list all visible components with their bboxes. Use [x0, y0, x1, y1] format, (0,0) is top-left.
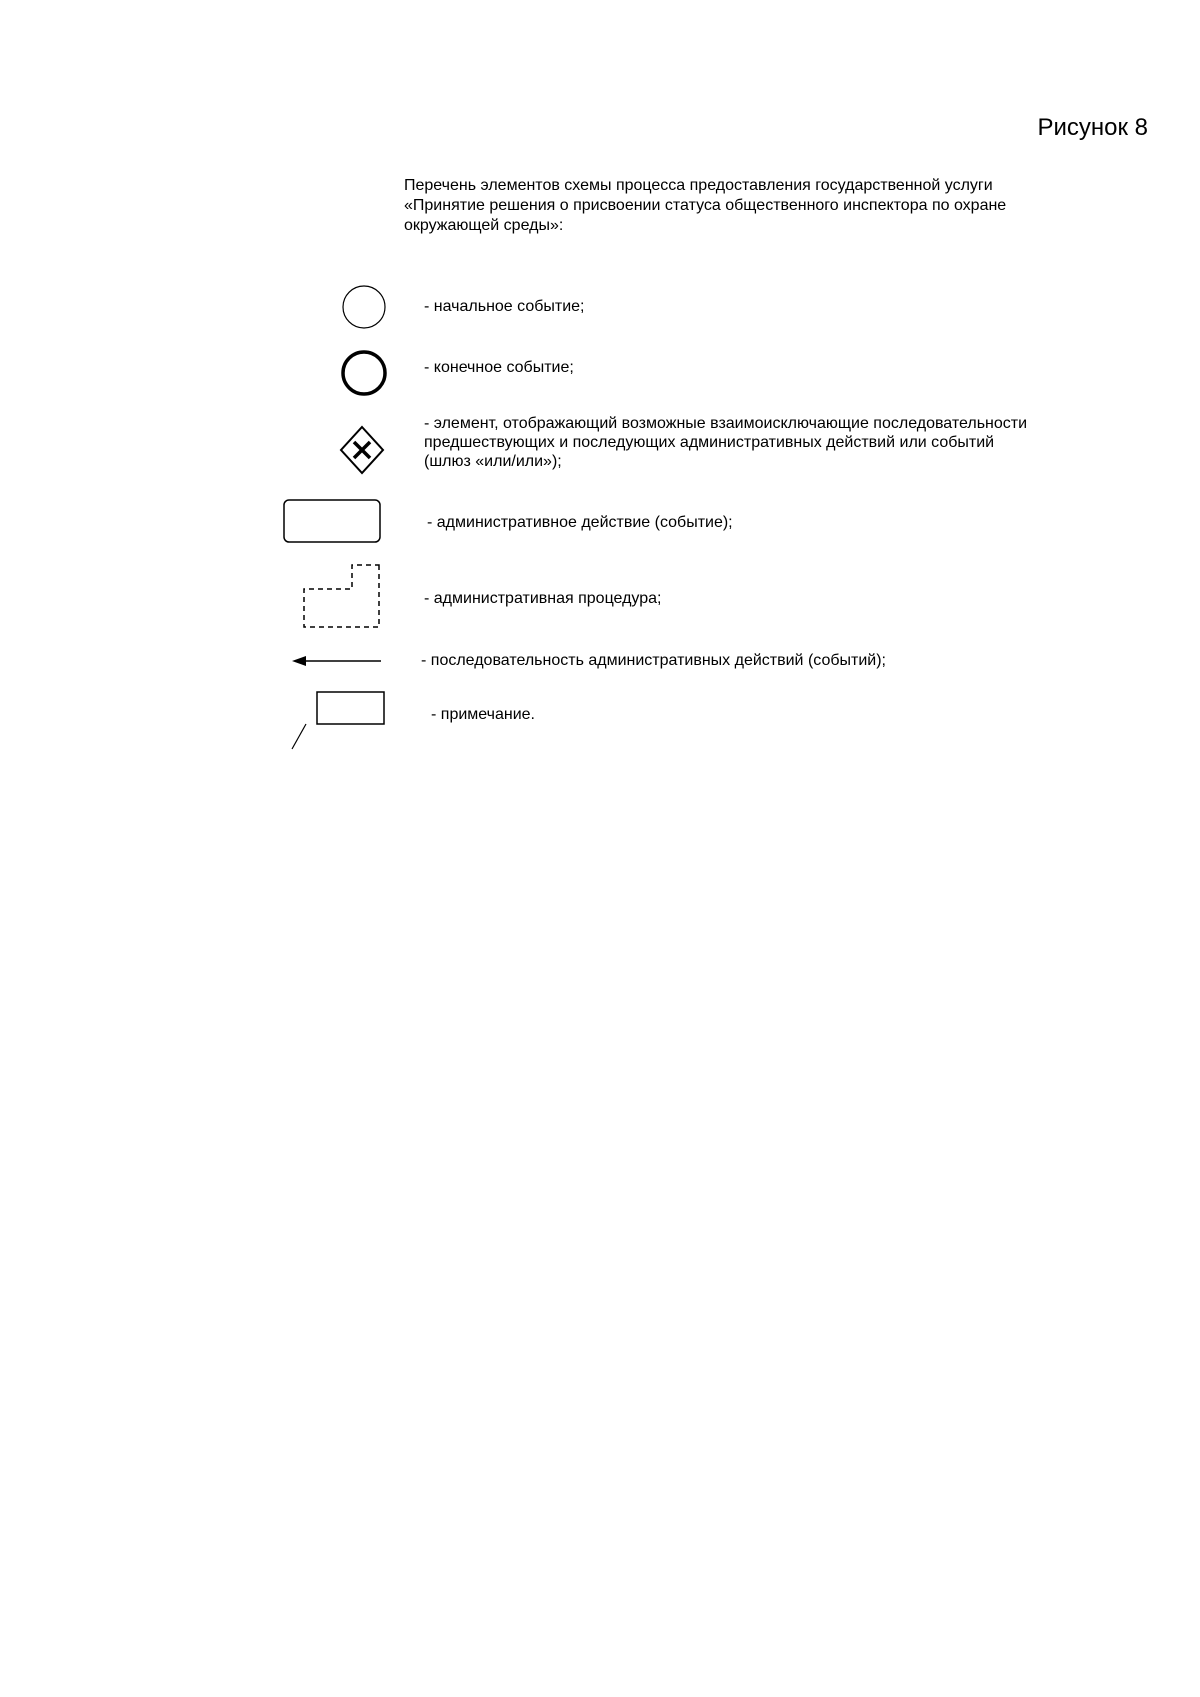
legend-item-administrative-action	[427, 513, 733, 532]
legend-item-administrative-procedure	[424, 589, 662, 608]
legend-item-end-event	[424, 358, 574, 377]
legend-icons	[270, 275, 400, 755]
legend-item-text: - административная процедура;	[424, 590, 662, 607]
note-annotation-icon	[292, 692, 384, 749]
heading-line: Перечень элементов схемы процесса предоставления государственной услуги	[404, 177, 993, 194]
heading-line: окружающей среды»:	[404, 217, 564, 234]
legend-item-text: - элемент, отображающий возможные взаимоисключающие последовательности	[424, 415, 1028, 432]
legend-item-text: - примечание.	[431, 706, 535, 723]
legend-item-text: - начальное событие;	[424, 298, 585, 315]
administrative-procedure-dashed-icon	[304, 565, 379, 627]
heading-line: «Принятие решения о присвоении статуса общественного инспектора по охране	[404, 197, 1007, 214]
end-event-circle-icon	[343, 352, 385, 394]
administrative-action-box-icon	[284, 500, 380, 542]
legend-item-note	[431, 705, 535, 724]
legend-item-start-event	[424, 297, 585, 316]
legend-heading	[404, 176, 1124, 236]
exclusive-gateway-icon	[341, 427, 383, 473]
legend-item-text: (шлюз «или/или»);	[424, 453, 562, 470]
start-event-circle-icon	[343, 286, 385, 328]
figure-label: Рисунок 8	[1037, 114, 1148, 141]
legend-item-gateway	[424, 414, 1027, 471]
legend-item-text: - конечное событие;	[424, 359, 574, 376]
legend-item-sequence	[421, 651, 886, 670]
sequence-arrow-icon	[292, 656, 381, 666]
legend-item-text: - административное действие (событие);	[427, 514, 733, 531]
legend-item-text: предшествующих и последующих административных действий или событий	[424, 434, 995, 451]
legend-item-text: - последовательность административных действий (событий);	[421, 652, 886, 669]
